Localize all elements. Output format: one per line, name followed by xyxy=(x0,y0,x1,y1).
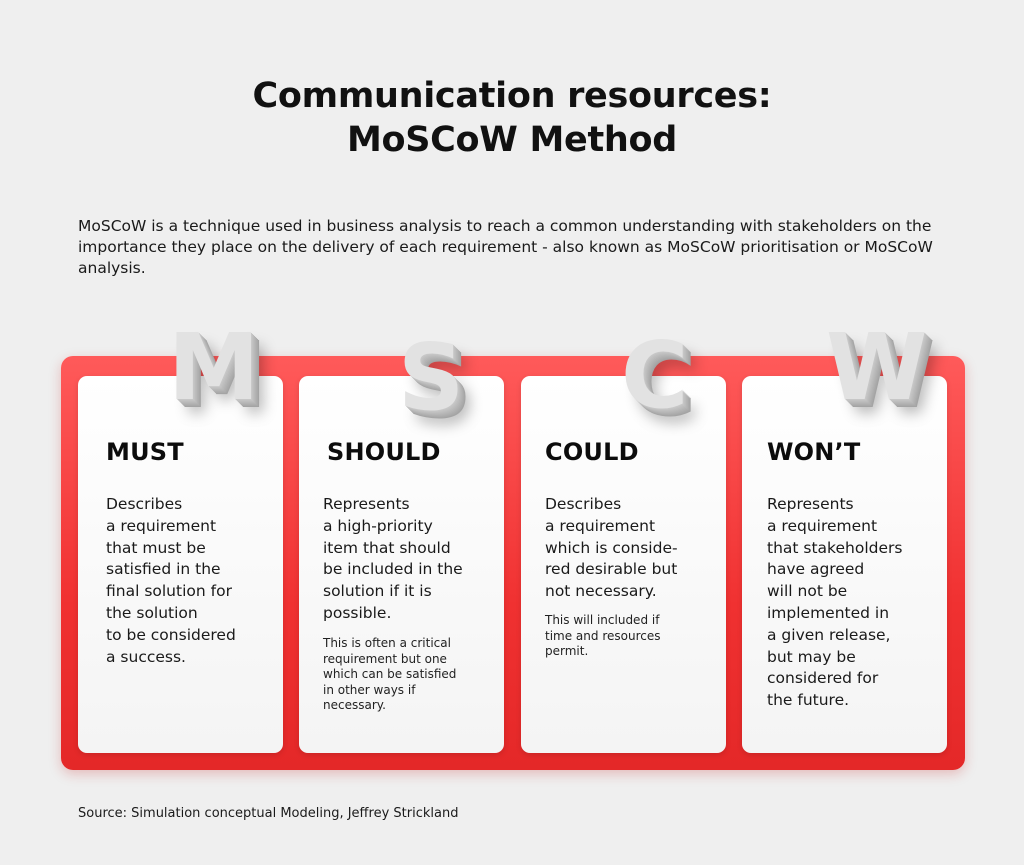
letter-c-3d: C xyxy=(621,322,689,429)
letter-m-3d: M xyxy=(168,314,260,421)
title-line-1: Communication resources: xyxy=(252,76,772,116)
card-label: COULD xyxy=(545,438,639,466)
card-label: WON’T xyxy=(767,438,861,466)
card-description: Represents a requirement that stakeholders have agreed will not be implemented in a given release, but may be considered for the future. xyxy=(767,495,903,710)
card-label: SHOULD xyxy=(327,438,441,466)
card-should xyxy=(299,376,504,753)
letter-w-3d: W xyxy=(826,314,928,421)
card-label: MUST xyxy=(106,438,184,466)
card-must xyxy=(78,376,283,753)
source-citation: Source: Simulation conceptual Modeling, Jeffrey Strickland xyxy=(78,806,459,821)
card-description: Describes a requirement which is conside- red desirable but not necessary. xyxy=(545,495,678,601)
intro-paragraph: MoSCoW is a technique used in business analysis to reach a common understanding with stakeholders on the importance they place on the delivery of each requirement - also known as MoSCoW prioritisation or MoSCoW analysis. xyxy=(78,217,933,277)
title-line-2: MoSCoW Method xyxy=(346,120,678,160)
card-could xyxy=(521,376,726,753)
card-note: This will included if time and resources permit. xyxy=(545,613,661,658)
card-wont xyxy=(742,376,947,753)
letter-s-3d: S xyxy=(398,324,465,431)
card-note: This is often a critical requirement but one which can be satisfied in other ways if necessary. xyxy=(323,636,457,712)
page-title xyxy=(0,74,1024,162)
card-description: Represents a high-priority item that should be included in the solution if it is possible. xyxy=(323,495,463,622)
card-description: Describes a requirement that must be satisfied in the final solution for the solution to be considered a success. xyxy=(106,495,236,666)
